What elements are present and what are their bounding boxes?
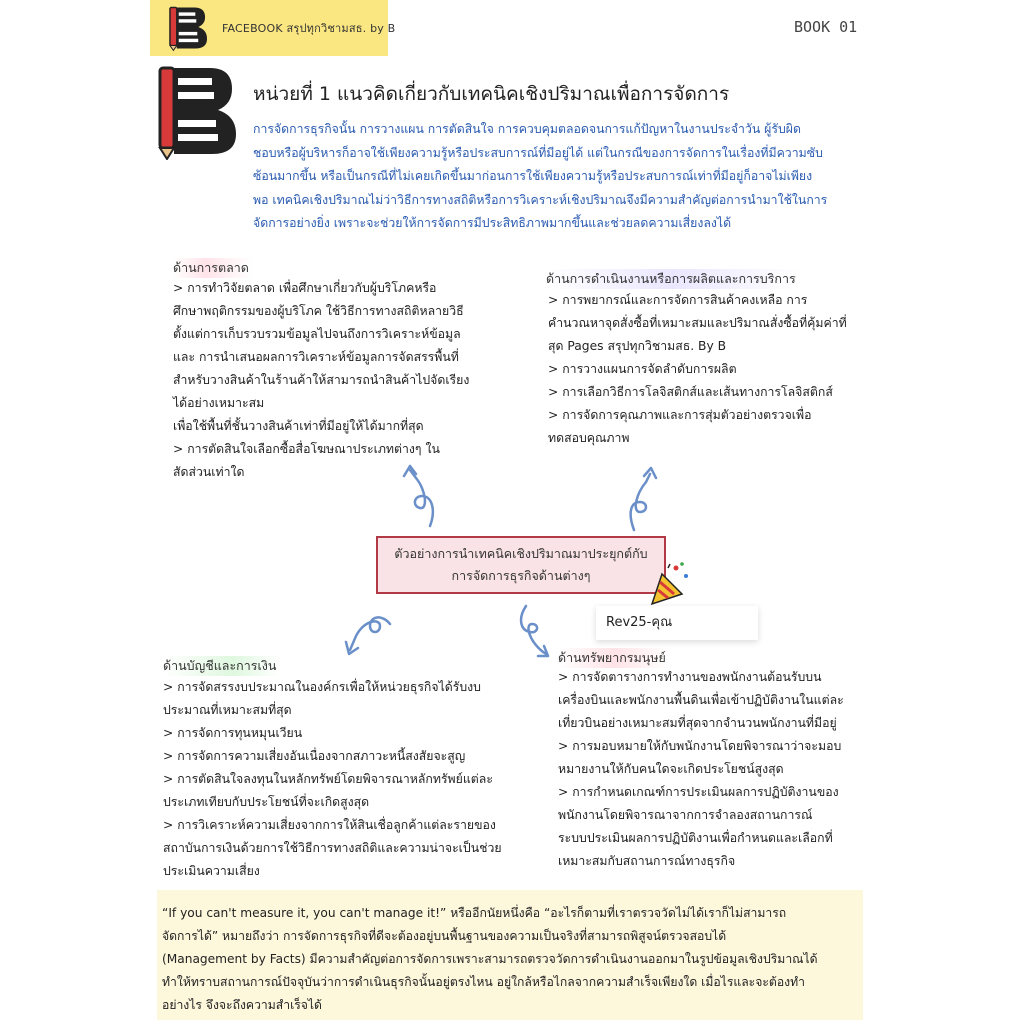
operations-heading: ด้านการดำเนินงานหรือการผลิตและการบริการ [546, 269, 800, 289]
finance-line: > การตัดสินใจลงทุนในหลักทรัพย์โดยพิจารณาหลักทรัพย์แต่ละ [163, 772, 493, 786]
finance-line: > การจัดสรรงบประมาณในองค์กรเพื่อให้หน่วยธุรกิจได้รับงบ [163, 680, 481, 694]
operations-line: > การวางแผนการจัดลำดับการผลิต [548, 362, 737, 376]
quote-line: “If you can't measure it, you can't manage it!” หรืออีกนัยหนึ่งคือ “อะไรก็ตามที่เราตรวจวัดไม่ได้เราก็ไม่สามารถ [162, 906, 787, 920]
finance-line: สถาบันการเงินด้วยการใช้วิธีการทางสถิติและความน่าจะเป็นช่วย [163, 841, 502, 855]
intro-line: การจัดการธุรกิจนั้น การวางแผน การตัดสินใจ การควบคุมตลอดจนการแก้ปัญหาในงานประจำวัน ผู้รับผิด [253, 122, 801, 136]
quote-text [162, 902, 862, 1017]
finance-body [163, 676, 533, 883]
marketing-line: สัดส่วนเท่าใด [173, 465, 245, 479]
facebook-tag [150, 0, 396, 56]
book-label: BOOK 01 [794, 18, 858, 36]
operations-line: สุด Pages สรุปทุกวิชามสธ. By B [548, 339, 727, 353]
operations-line: > การเลือกวิธีการโลจิสติกส์และเส้นทางการโลจิสติกส์ [548, 385, 833, 399]
curly-arrow-icon [396, 460, 440, 530]
marketing-line: > การทำวิจัยตลาด เพื่อศึกษาเกี่ยวกับผู้บริโภคหรือ [173, 281, 437, 295]
hr-line: ระบบประเมินผลการปฏิบัติงานเพื่อกำหนดและเลือกที่ [558, 831, 833, 845]
hr-body [558, 666, 868, 873]
quote-line: อย่างไร จึงจะถึงความสำเร็จได้ [162, 998, 322, 1012]
finance-line: ประมาณที่เหมาะสมที่สุด [163, 703, 292, 717]
operations-body [548, 289, 868, 450]
hr-line: เที่ยวบินอย่างเหมาะสมที่สุดจากจำนวนพนักงานที่มีอยู่ [558, 716, 837, 730]
operations-line: > การจัดการคุณภาพและการสุ่มตัวอย่างตรวจเพื่อ [548, 408, 812, 422]
hr-line: > การกำหนดเกณฑ์การประเมินผลการปฏิบัติงานของ [558, 785, 839, 799]
marketing-line: ได้อย่างเหมาะสม [173, 396, 265, 410]
marketing-line: ศึกษาพฤติกรรมของผู้บริโภค ใช้วิธีการทางสถิติหลายวิธี [173, 304, 464, 318]
hr-line: > การมอบหมายให้กับพนักงานโดยพิจารณาว่าจะมอบ [558, 739, 842, 753]
marketing-line: เพื่อใช้พื้นที่ชั้นวางสินค้าเท่าที่มีอยู่ให้ได้มากที่สุด [173, 419, 424, 433]
curly-arrow-icon [512, 604, 558, 662]
intro-line: ชอบหรือผู้บริหารก็อาจใช้เพียงความรู้หรือประสบการณ์ที่มีอยู่ได้ แต่ในกรณีของการจัดการในเรื่องที่มีความซับ [253, 145, 823, 160]
finance-line: > การวิเคราะห์ความเสี่ยงจากการให้สินเชื่อลูกค้าแต่ละรายของ [163, 818, 496, 832]
unit-title: หน่วยที่ 1 แนวคิดเกี่ยวกับเทคนิคเชิงปริมาณเพื่อการจัดการ [253, 83, 730, 105]
marketing-line: > การตัดสินใจเลือกซื้อสื่อโฆษณาประเภทต่างๆ ใน [173, 442, 440, 456]
operations-line: คำนวณหาจุดสั่งซื้อที่เหมาะสมและปริมาณสั่งซื้อที่คุ้มค่าที่ [548, 316, 847, 330]
quote-line: (Management by Facts) มีความสำคัญต่อการจัดการเพราะสามารถตรวจวัดการดำเนินงานออกมาในรูปข้อมูลเชิงปริมาณได้ [162, 952, 818, 966]
center-line: ตัวอย่างการนำเทคนิคเชิงปริมาณมาประยุกต์กับ [394, 546, 648, 561]
rev-tag: Rev25-คุณ [596, 606, 758, 640]
operations-line: > การพยากรณ์และการจัดการสินค้าคงเหลือ การ [548, 293, 808, 307]
quote-line: จัดการได้” หมายถึงว่า การจัดการธุรกิจที่ดีจะต้องอยู่บนพื้นฐานของความเป็นจริงที่สามารถพิสูจน์ตรวจสอบได้ [162, 929, 727, 943]
intro-line: จัดการอย่างยิ่ง เพราะจะช่วยให้การจัดการมีประสิทธิภาพมากขึ้นและช่วยลดความเสี่ยงลงได้ [253, 216, 732, 230]
hr-line: หมายงานให้กับคนใดจะเกิดประโยชน์สูงสุด [558, 762, 784, 776]
b-logo-large-icon [156, 64, 238, 160]
b-logo-icon [168, 4, 208, 52]
hr-line: > การจัดตารางการทำงานของพนักงานต้อนรับบน [558, 670, 822, 684]
marketing-line: และ การนำเสนอผลการวิเคราะห์ข้อมูลการจัดสรรพื้นที่ [173, 350, 459, 364]
hr-line: เครื่องบินและพนักงานพื้นดินเพื่อเข้าปฏิบัติงานในแต่ละ [558, 693, 844, 707]
center-line: การจัดการธุรกิจด้านต่างๆ [451, 568, 591, 583]
hr-line: เหมาะสมกับสถานการณ์ทางธุรกิจ [558, 854, 736, 868]
hr-heading: ด้านทรัพยากรมนุษย์ [558, 648, 670, 668]
finance-line: > การจัดการความเสี่ยงอันเนื่องจากสภาวะหนี้สงสัยจะสูญ [163, 749, 466, 763]
quote-line: ทำให้ทราบสถานการณ์ปัจจุบันว่าการดำเนินธุรกิจนั้นอยู่ตรงไหน อยู่ใกล้หรือไกลจากความสำเร็จเพียงใด เมื่อไรและจะต้องทำ [162, 975, 805, 989]
intro-line: ซ้อนมากขึ้น หรือเป็นกรณีที่ไม่เคยเกิดขึ้นมาก่อนการใช้เพียงความรู้หรือประสบการณ์เท่าที่มีอยู่ก็อาจไม่เพียง [253, 169, 813, 183]
center-topic-box [376, 536, 666, 594]
facebook-label: FACEBOOK สรุปทุกวิชามสธ. by B [222, 22, 396, 35]
marketing-body [173, 277, 503, 484]
finance-line: ประเมินความเสี่ยง [163, 864, 260, 878]
party-popper-icon [646, 560, 692, 608]
intro-paragraph [253, 118, 863, 236]
marketing-line: สำหรับวางสินค้าในร้านค้าให้สามารถนำสินค้าไปจัดเรียง [173, 373, 470, 387]
quote-box [157, 890, 863, 1020]
hr-line: พนักงานโดยพิจารณาจากการจำลองสถานการณ์ [558, 808, 813, 822]
finance-line: > การจัดการทุนหมุนเวียน [163, 726, 303, 740]
curly-arrow-icon [620, 464, 664, 534]
marketing-heading: ด้านการตลาด [173, 258, 253, 278]
finance-line: ประเภทเทียบกับประโยชน์ที่จะเกิดสูงสุด [163, 795, 370, 809]
marketing-line: ตั้งแต่การเก็บรวบรวมข้อมูลไปจนถึงการวิเคราะห์ข้อมูล [173, 327, 461, 341]
operations-line: ทดสอบคุณภาพ [548, 431, 630, 445]
intro-line: พอ เทคนิคเชิงปริมาณไม่ว่าวิธีการทางสถิติหรือการวิเคราะห์เชิงปริมาณจึงมีความสำคัญต่อการนำมาใช้ในการ [253, 192, 828, 207]
finance-heading: ด้านบัญชีและการเงิน [163, 656, 280, 676]
curly-arrow-icon [340, 610, 392, 660]
